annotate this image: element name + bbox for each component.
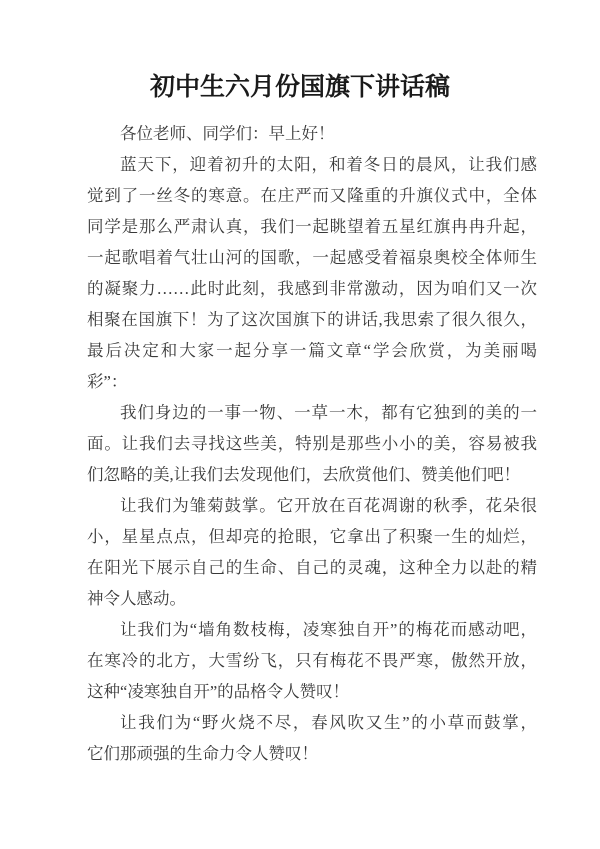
document-title: 初中生六月份国旗下讲话稿 xyxy=(149,74,450,101)
text-line: 觉到了一丝冬的寒意。在庄严而又隆重的升旗仪式中，全体 xyxy=(87,186,537,205)
text-line: 们忽略的美,让我们去发现他们，去欣赏他们、赞美他们吧！ xyxy=(87,465,521,484)
text-line: 让我们为“野火烧不尽，春风吹又生”的小草而鼓掌， xyxy=(120,713,537,732)
document-body xyxy=(87,118,537,769)
text-line: 面。让我们去寻找这些美，特别是那些小小的美，容易被我 xyxy=(87,434,537,453)
text-line: 小，星星点点，但却亮的抢眼，它拿出了积聚一生的灿烂， xyxy=(87,527,537,546)
paragraph xyxy=(87,149,537,397)
text-line: 的凝聚力……此时此刻，我感到非常激动，因为咱们又一次 xyxy=(87,279,537,298)
text-line: 在寒冷的北方，大雪纷飞，只有梅花不畏严寒，傲然开放， xyxy=(87,651,537,670)
paragraph xyxy=(87,397,537,490)
text-line: 这种“凌寒独自开”的品格令人赞叹！ xyxy=(87,682,350,701)
text-line: 让我们为雏菊鼓掌。它开放在百花凋谢的秋季，花朵很 xyxy=(120,496,537,515)
text-line: 同学是那么严肃认真，我们一起眺望着五星红旗冉冉升起， xyxy=(87,217,537,236)
text-line: 神令人感动。 xyxy=(87,589,186,608)
paragraph xyxy=(87,490,537,614)
text-line: 蓝天下，迎着初升的太阳，和着冬日的晨风，让我们感 xyxy=(120,155,537,174)
text-line: 我们身边的一事一物、一草一木，都有它独到的美的一 xyxy=(120,403,537,422)
paragraph xyxy=(87,614,537,707)
text-line: 一起歌唱着气壮山河的国歌，一起感受着福泉奥校全体师生 xyxy=(87,248,537,267)
text-line: 它们那顽强的生命力令人赞叹！ xyxy=(87,744,318,763)
text-line: 在阳光下展示自己的生命、自己的灵魂，这种全力以赴的精 xyxy=(87,558,537,577)
text-line: 彩”： xyxy=(87,372,128,391)
paragraph xyxy=(87,707,537,769)
text-line: 让我们为“墙角数枝梅，凌寒独自开”的梅花而感动吧， xyxy=(120,620,537,639)
paragraph xyxy=(87,118,537,149)
text-line: 最后决定和大家一起分享一篇文章“学会欣赏，为美丽喝 xyxy=(87,341,537,360)
text-line: 相聚在国旗下！为了这次国旗下的讲话,我思索了很久很久， xyxy=(87,310,537,329)
text-line: 各位老师、同学们：早上好！ xyxy=(120,124,335,143)
